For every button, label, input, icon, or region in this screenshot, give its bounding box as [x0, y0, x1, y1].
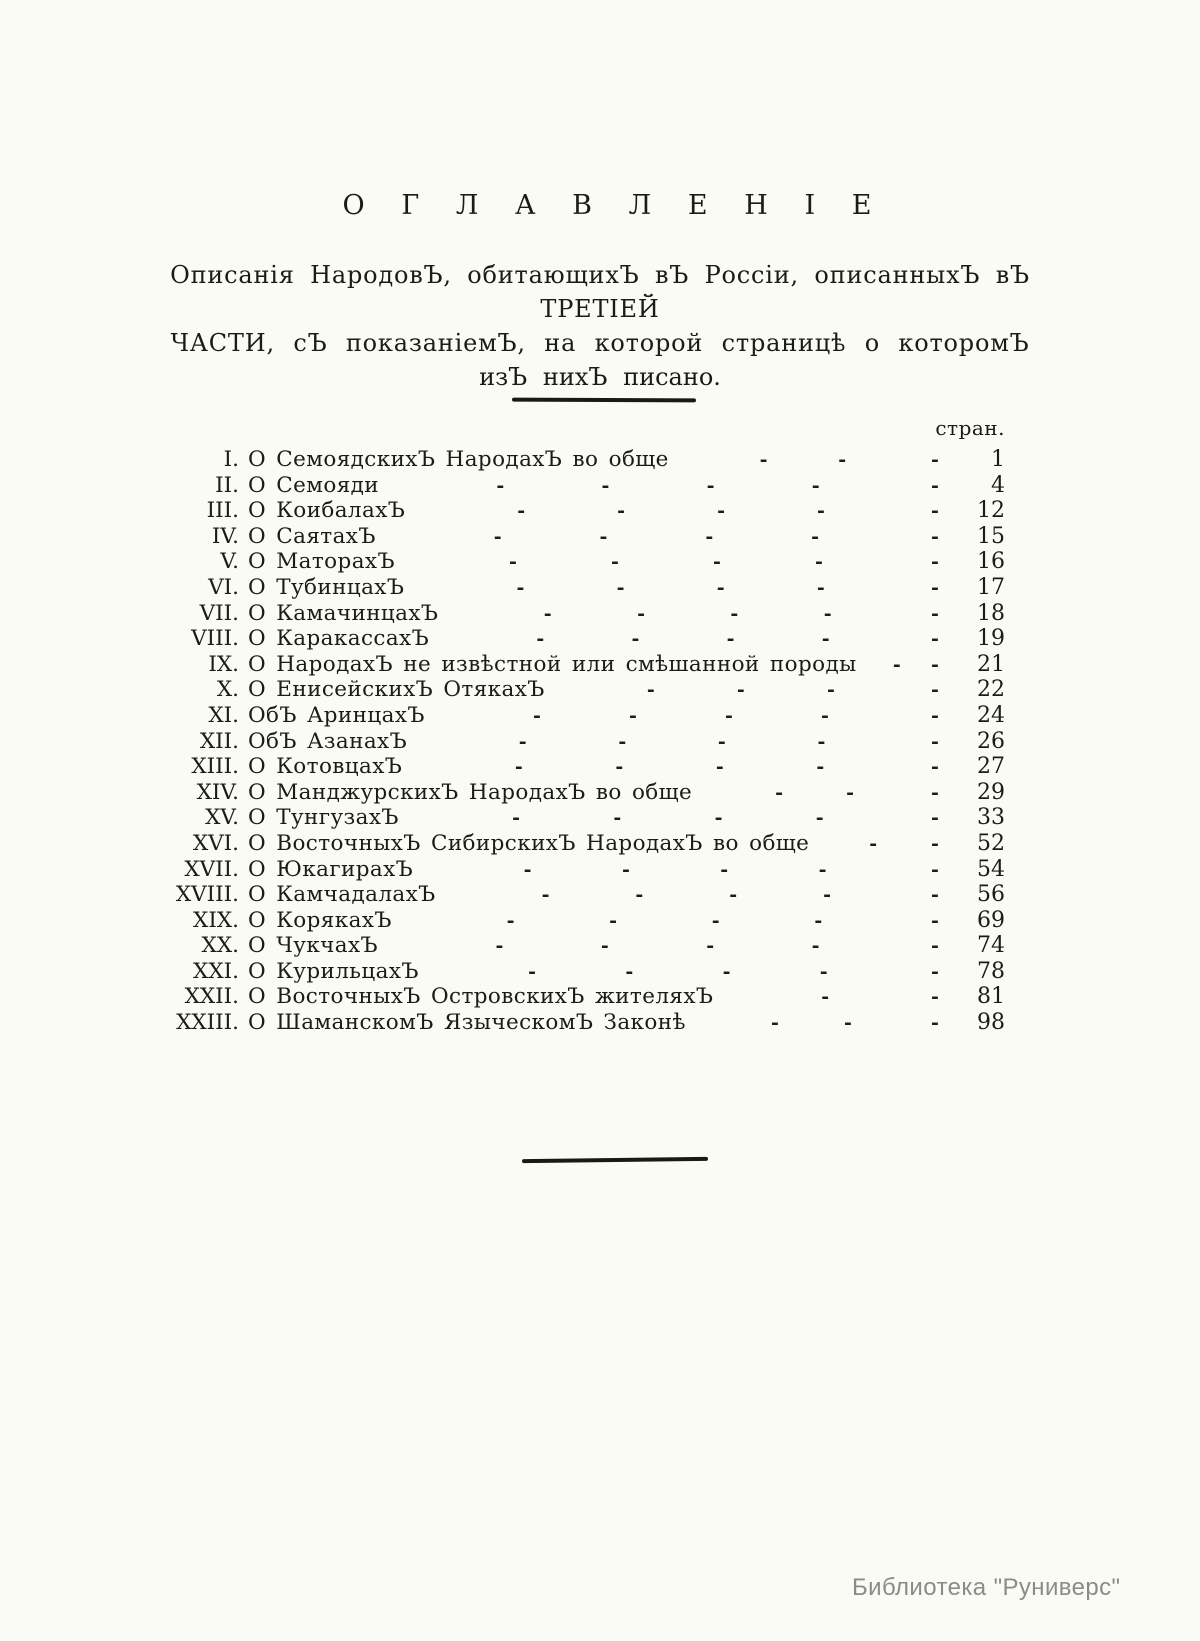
- toc-row-title: О МаторахЪ: [248, 549, 395, 575]
- toc-row-numeral: XV.: [205, 805, 239, 831]
- toc-row-numeral: XVI.: [192, 830, 239, 856]
- leader-dash: -: [846, 781, 854, 804]
- toc-row-page-number: 56: [977, 882, 1005, 908]
- toc-row: [160, 933, 1005, 959]
- toc-row-numeral: XVIII.: [175, 882, 239, 908]
- leader-dash: -: [720, 858, 729, 881]
- toc-row-numeral: I.: [223, 447, 239, 472]
- toc-row: [160, 729, 1005, 755]
- leader-dash: -: [715, 756, 724, 779]
- leader-dash: -: [819, 960, 828, 983]
- leader-dash: -: [931, 500, 939, 523]
- leader-dash: -: [931, 730, 939, 753]
- leader-dash: -: [621, 858, 630, 881]
- leader-dash: -: [826, 679, 835, 702]
- leader-dash: -: [631, 628, 640, 651]
- leader-dash: -: [705, 525, 714, 548]
- divider-bottom: [522, 1157, 708, 1163]
- toc-row-numeral: XX.: [201, 933, 239, 959]
- leader-dash: -: [518, 730, 527, 753]
- toc-row-title: О КотовцахЪ: [248, 754, 403, 780]
- toc-row: [160, 805, 1005, 831]
- leader-dash: -: [820, 704, 829, 727]
- leader-dash: -: [823, 884, 831, 907]
- toc-row-title: О КамачинцахЪ: [248, 600, 439, 626]
- toc-row-title: О СаятахЪ: [248, 523, 376, 549]
- leader-dash: -: [717, 500, 725, 523]
- leader-dash: -: [506, 909, 515, 932]
- toc-row-numeral: XIX.: [193, 907, 239, 933]
- leader-dash: -: [931, 832, 939, 855]
- toc-row-title: О ВосточныхЪ СибирскихЪ НародахЪ во обще: [248, 830, 810, 856]
- toc-row-numeral: VI.: [208, 574, 239, 600]
- toc-row-numeral: VII.: [199, 600, 239, 626]
- leader-dash: -: [821, 986, 830, 1009]
- toc-row-numeral: XVII.: [184, 856, 239, 882]
- leader-dash: -: [843, 1012, 852, 1035]
- leader-dash: -: [615, 756, 624, 779]
- page-column-header: стран.: [935, 416, 1005, 440]
- leader-dash: -: [931, 704, 939, 727]
- toc-row-page-number: 69: [977, 907, 1005, 933]
- leader-dash: -: [736, 679, 745, 702]
- toc-row: [160, 831, 1005, 857]
- leader-dash: -: [931, 756, 939, 779]
- leader-dash: -: [931, 653, 939, 676]
- leader-dash: -: [775, 781, 784, 804]
- toc-row-title: О КаракассахЪ: [248, 626, 430, 652]
- toc-row-numeral: X.: [216, 677, 239, 703]
- leader-dash: -: [817, 500, 825, 523]
- toc-row-leaders: [686, 1012, 931, 1034]
- leader-dash: -: [811, 935, 820, 958]
- toc-rows: [160, 447, 1005, 1036]
- leader-dash: -: [541, 884, 550, 907]
- leader-dash: -: [616, 576, 625, 599]
- toc-row-leaders: [392, 910, 931, 932]
- toc-row-title: ОбЪ АринцахЪ: [248, 702, 425, 728]
- leader-dash: -: [646, 679, 655, 702]
- toc-row: [160, 677, 1005, 703]
- leader-dash: -: [816, 576, 825, 599]
- leader-dash: -: [516, 576, 525, 599]
- leader-dash: -: [618, 730, 627, 753]
- leader-dash: -: [637, 602, 645, 625]
- leader-dash: -: [711, 909, 720, 932]
- leader-dash: -: [714, 807, 723, 830]
- leader-dash: -: [821, 628, 830, 651]
- toc-row: [160, 959, 1005, 985]
- leader-dash: -: [931, 551, 939, 574]
- leader-dash: -: [613, 807, 622, 830]
- toc-row-numeral: XXI.: [193, 958, 239, 984]
- toc-row-title: О ТубинцахЪ: [248, 574, 405, 600]
- toc-row-leaders: [378, 935, 931, 957]
- leader-dash: -: [931, 807, 939, 830]
- subtitle-line: Описанія НародовЪ, обитающихЪ вЪ Россіи, описанныхЪ вЪ ТРЕТІЕЙ: [170, 261, 1030, 323]
- leader-dash: -: [495, 935, 504, 958]
- toc-row-numeral: XII.: [199, 728, 239, 754]
- leader-dash: -: [816, 756, 825, 779]
- toc-row-page-number: 26: [977, 728, 1005, 754]
- leader-dash: -: [869, 832, 878, 855]
- toc-row-leaders: [376, 526, 931, 548]
- leader-dash: -: [811, 474, 820, 497]
- toc-row-page-number: 15: [977, 523, 1005, 549]
- leader-dash: -: [729, 884, 738, 907]
- leader-dash: -: [931, 679, 939, 702]
- toc-row: [160, 524, 1005, 550]
- leader-dash: -: [814, 909, 823, 932]
- leader-dash: -: [706, 935, 715, 958]
- toc-row-numeral: XIII.: [191, 754, 239, 780]
- toc-row: [160, 882, 1005, 908]
- toc-row: [160, 498, 1005, 524]
- leader-dash: -: [730, 602, 739, 625]
- toc-row-leaders: [809, 833, 931, 855]
- toc-row-title: О СемоядскихЪ НародахЪ во обще: [248, 447, 669, 472]
- toc-row-leaders: [545, 679, 931, 701]
- leader-dash: -: [931, 628, 939, 651]
- toc-row-leaders: [399, 807, 931, 829]
- leader-dash: -: [722, 960, 731, 983]
- toc-row-title: О ЮкагирахЪ: [248, 856, 414, 882]
- toc-row: [160, 626, 1005, 652]
- toc-row: [160, 473, 1005, 499]
- toc-row-numeral: IV.: [211, 523, 239, 549]
- leader-dash: -: [759, 449, 768, 471]
- library-watermark: Библиотека "Руниверс": [852, 1574, 1121, 1601]
- leader-dash: -: [599, 525, 608, 548]
- leader-dash: -: [512, 807, 521, 830]
- leader-dash: -: [532, 704, 541, 727]
- toc-row-title: О НародахЪ не извѣстной или смѣшанной породы: [248, 651, 857, 677]
- toc-row-title: О МанджурскихЪ НародахЪ во обще: [248, 779, 693, 805]
- leader-dash: -: [523, 858, 532, 881]
- toc-row: [160, 908, 1005, 934]
- leader-dash: -: [811, 525, 820, 548]
- leader-dash: -: [838, 449, 847, 471]
- toc-row-page-number: 74: [977, 933, 1005, 959]
- toc-row-leaders: [669, 449, 931, 471]
- toc-row-page-number: 12: [977, 498, 1005, 524]
- leader-dash: -: [528, 960, 537, 983]
- toc-row-page-number: 17: [977, 574, 1005, 600]
- toc-row: [160, 780, 1005, 806]
- divider-top: [512, 398, 696, 403]
- toc-row-leaders: [436, 884, 931, 906]
- toc-row-numeral: IX.: [208, 651, 239, 677]
- toc-row-leaders: [413, 859, 931, 881]
- leader-dash: -: [611, 551, 619, 574]
- leader-dash: -: [770, 1012, 779, 1035]
- leader-dash: -: [600, 935, 609, 958]
- toc-row-page-number: 81: [977, 984, 1005, 1010]
- leader-dash: -: [931, 935, 939, 958]
- toc-row-leaders: [692, 782, 931, 804]
- subtitle-line: ЧАСТИ, сЪ показаніемЪ, на которой страницѣ о которомЪ: [170, 329, 1030, 357]
- toc-row: [160, 575, 1005, 601]
- leader-dash: -: [543, 602, 552, 625]
- leader-dash: -: [814, 551, 823, 574]
- leader-dash: -: [931, 909, 939, 932]
- toc-row-numeral: XXIII.: [176, 1010, 239, 1036]
- toc-row-leaders: [425, 705, 931, 727]
- toc-row-page-number: 1: [991, 447, 1005, 472]
- toc-row: [160, 447, 1005, 473]
- toc-row-numeral: XXII.: [184, 984, 239, 1010]
- toc-row-page-number: 24: [977, 702, 1005, 728]
- leader-dash: -: [509, 551, 517, 574]
- toc-row-page-number: 21: [977, 651, 1005, 677]
- toc-row-title: О КоибалахЪ: [248, 498, 406, 524]
- toc-row-page-number: 19: [977, 626, 1005, 652]
- toc-row-page-number: 33: [977, 805, 1005, 831]
- toc-row: [160, 652, 1005, 678]
- toc-row-leaders: [379, 475, 931, 497]
- subtitle-line: изЪ нихЪ писано.: [479, 363, 721, 391]
- toc-row-title: О КурильцахЪ: [248, 958, 419, 984]
- leader-dash: -: [517, 500, 526, 523]
- toc-row-leaders: [405, 500, 931, 522]
- leader-dash: -: [609, 909, 618, 932]
- toc-row-leaders: [438, 603, 931, 625]
- toc-row: [160, 549, 1005, 575]
- leader-dash: -: [712, 551, 721, 574]
- leader-dash: -: [892, 653, 901, 676]
- toc-row-leaders: [857, 654, 931, 676]
- toc-row-leaders: [429, 628, 931, 650]
- toc-row-page-number: 78: [977, 958, 1005, 984]
- leader-dash: -: [931, 449, 939, 471]
- toc-row-title: О ЕнисейскихЪ ОтякахЪ: [248, 677, 545, 703]
- toc-row-title: О ШаманскомЪ ЯзыческомЪ Законѣ: [248, 1010, 686, 1036]
- toc-row-page-number: 98: [977, 1010, 1005, 1036]
- toc-row-leaders: [404, 577, 931, 599]
- leader-dash: -: [931, 576, 939, 599]
- toc-row-numeral: VIII.: [191, 626, 239, 652]
- toc-row-title: О ЧукчахЪ: [248, 933, 379, 959]
- leader-dash: -: [601, 474, 610, 497]
- leader-dash: -: [716, 576, 725, 599]
- toc-row-leaders: [713, 986, 931, 1008]
- leader-dash: -: [815, 807, 824, 830]
- leader-dash: -: [931, 525, 939, 548]
- leader-dash: -: [931, 858, 939, 881]
- leader-dash: -: [635, 884, 644, 907]
- toc-row-numeral: XIV.: [196, 779, 239, 805]
- toc-row-title: О ТунгузахЪ: [248, 805, 399, 831]
- toc-row-page-number: 16: [977, 549, 1005, 575]
- leader-dash: -: [628, 704, 637, 727]
- toc-row-title: О КорякахЪ: [248, 907, 392, 933]
- toc-row-title: ОбЪ АзанахЪ: [248, 728, 408, 754]
- toc-row-title: О Семояди: [248, 472, 380, 498]
- toc-row: [160, 857, 1005, 883]
- leader-dash: -: [823, 602, 832, 625]
- toc-row-page-number: 4: [991, 472, 1005, 498]
- toc-row-leaders: [395, 551, 931, 573]
- leader-dash: -: [931, 781, 939, 804]
- leader-dash: -: [726, 628, 735, 651]
- toc-row-numeral: II.: [215, 472, 239, 498]
- toc-row: [160, 703, 1005, 729]
- toc-row-numeral: V.: [220, 549, 239, 575]
- leader-dash: -: [931, 960, 939, 983]
- leader-dash: -: [536, 628, 545, 651]
- leader-dash: -: [706, 474, 715, 497]
- leader-dash: -: [931, 986, 939, 1009]
- page-title: О Г Л А В Л Е Н І Е: [342, 190, 886, 221]
- toc-row-page-number: 52: [977, 830, 1005, 856]
- toc-row-page-number: 29: [977, 779, 1005, 805]
- toc-row-leaders: [419, 961, 931, 983]
- toc-row-page-number: 54: [977, 856, 1005, 882]
- subtitle: [150, 258, 1050, 394]
- toc-row-title: О КамчадалахЪ: [248, 882, 436, 908]
- leader-dash: -: [931, 1012, 939, 1035]
- toc-row-page-number: 18: [977, 600, 1005, 626]
- toc-row-numeral: XI.: [208, 702, 239, 728]
- leader-dash: -: [931, 884, 939, 907]
- leader-dash: -: [514, 756, 523, 779]
- leader-dash: -: [818, 858, 827, 881]
- toc-row-numeral: III.: [206, 498, 239, 524]
- leader-dash: -: [931, 474, 939, 497]
- toc-row: [160, 1010, 1005, 1036]
- toc-row: [160, 984, 1005, 1010]
- toc-row: [160, 601, 1005, 627]
- toc-row-page-number: 22: [977, 677, 1005, 703]
- leader-dash: -: [496, 474, 505, 497]
- toc-row-page-number: 27: [977, 754, 1005, 780]
- leader-dash: -: [717, 730, 726, 753]
- leader-dash: -: [931, 602, 939, 625]
- toc-row: [160, 754, 1005, 780]
- toc-row-leaders: [407, 731, 931, 753]
- leader-dash: -: [817, 730, 826, 753]
- leader-dash: -: [617, 500, 626, 523]
- leader-dash: -: [724, 704, 733, 727]
- toc-row-leaders: [402, 756, 931, 778]
- toc-row-title: О ВосточныхЪ ОстровскихЪ жителяхЪ: [248, 984, 714, 1010]
- leader-dash: -: [625, 960, 634, 983]
- leader-dash: -: [493, 525, 502, 548]
